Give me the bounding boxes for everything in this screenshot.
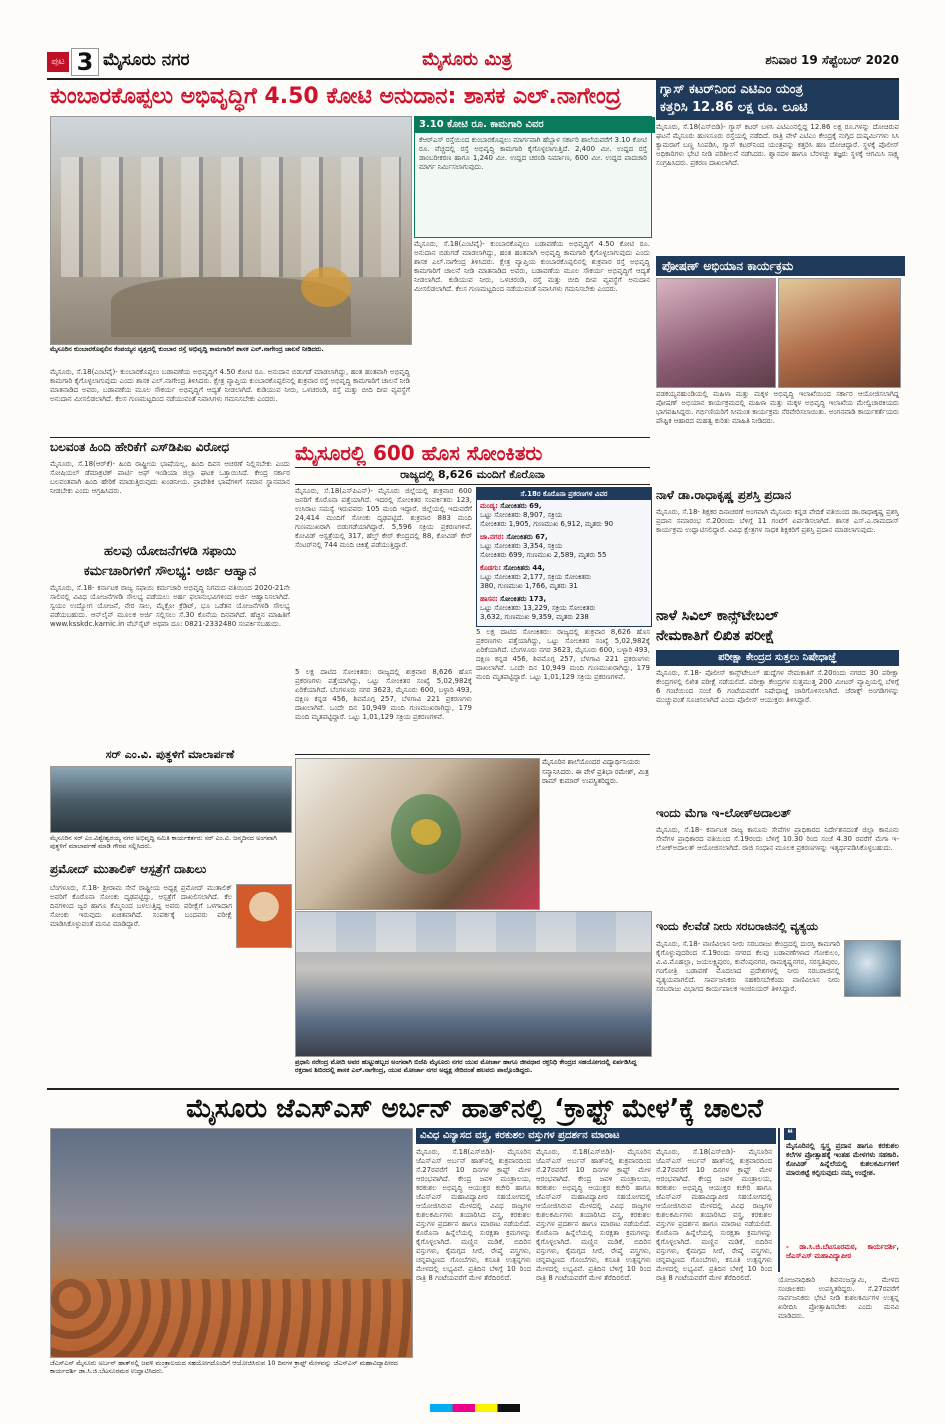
covid-line3: ಸೋಂಕಿತರು 1,905, ಗುಣಮುಖ 6,912, ಮೃತರು 90 [480,520,614,528]
jss-body-col2: ಮೈಸೂರು, ಸೆ.18(ಎಸ್‌ಬಿಡಿ)- ಮೈಸೂರಿನ ಜೆಎಸ್‌ಎಸ್ ಅರ್ಬನ್ ಹಾತ್‌ನಲ್ಲಿ ಶುಕ್ರವಾರದಿಂದ ಸೆ.27ರವರೆಗೆ 10 ದಿನಗಳ ಕ್ರಾಫ್ಟ್ ಮೇಳ ಆರಂಭವಾಗಿದೆ. ಕೇಂದ್ರ ಜವಳಿ ಮಂತ್ರಾಲಯ, ಕರಕುಶಲ ಅಭಿವೃದ್ಧಿ ಆಯುಕ್ತರ ಕಚೇರಿ ಹಾಗೂ ಜೆಎಸ್‌ಎಸ್ ಮಹಾವಿದ್ಯಾಪೀಠ ಸಹಯೋಗದಲ್ಲಿ ಆಯೋಜಿಸಿರುವ ಮೇಳದಲ್ಲಿ ವಿವಿಧ ರಾಜ್ಯಗಳ ಕುಶಲಕರ್ಮಿಗಳು ತಯಾರಿಸಿದ ವಸ್ತ್ರ, ಕರಕುಶಲ ವಸ್ತುಗಳ ಪ್ರದರ್ಶನ ಹಾಗೂ ಮಾರಾಟ ನಡೆಯಲಿದೆ. ಕೊರೊನಾ ಹಿನ್ನೆಲೆಯಲ್ಲಿ ಸುರಕ್ಷತಾ ಕ್ರಮಗಳನ್ನು ಕೈಗೊಳ್ಳಲಾಗಿದೆ. ಮಣ್ಣಿನ ಮಡಿಕೆ, ಬಿದಿರಿನ ವಸ್ತುಗಳು, ಕೈಮಗ್ಗದ ಸೀರೆ, ರೇಷ್ಮೆ ವಸ್ತ್ರಗಳು, ಚನ್ನಪಟ್ಟಣದ ಗೊಂಬೆಗಳು, ಕಸೂತಿ ಉತ್ಪನ್ನಗಳು ಮೇಳದಲ್ಲಿ ಲಭ್ಯವಿವೆ. ಪ್ರತಿದಿನ ಬೆಳಿಗ್ಗೆ 10 ರಿಂದ ರಾತ್ರಿ 8 ಗಂಟೆಯವರೆಗೆ ಮೇಳ ತೆರೆದಿರಲಿದೆ. [536,1148,651,1282]
page-number: 3 [71,48,99,76]
lokadalat-headline: ಇಂದು ಮೆಗಾ ಇ-ಲೋಕ್‌ಅದಾಲತ್ [656,806,792,820]
hindi-headline: ಬಲವಂತ ಹಿಂದಿ ಹೇರಿಕೆಗೆ ಎಸ್‌ಡಿಪಿಐ ವಿರೋಧ [50,440,230,454]
covid-district: ಹಾಸನ: [480,595,498,603]
mv-photo [50,766,292,833]
karmikaru-headline-1: ಹಲವು ಯೋಜನೆಗಳಡಿ ಸಫಾಯಿ [103,544,237,559]
covid-district: ಕೊಡಗು: [480,564,502,572]
poshan-headline: ಪೋಷಣ್ ಅಭಿಯಾನ ಕಾರ್ಯಕ್ರಮ [656,256,905,276]
atm-headline-line2: ಕತ್ತರಿಸಿ 12.86 ಲಕ್ಷ ರೂ. ಲೂಟಿ [660,100,808,115]
karmikaru-body: ಮೈಸೂರು, ಸೆ.18- ಕರ್ನಾಟಕ ರಾಜ್ಯ ಸಫಾಯಿ ಕರ್ಮಚಾರಿ ಅಭಿವೃದ್ಧಿ ನಿಗಮದ ವತಿಯಿಂದ 2020-21ನೇ ಸಾಲಿನಲ್ಲಿ ವಿವಿಧ ಯೋಜನೆಗಳಡಿ ಸೌಲಭ್ಯ ಪಡೆಯಲು ಅರ್ಹ ಫಲಾನುಭವಿಗಳಿಂದ ಅರ್ಜಿ ಆಹ್ವಾನಿಸಲಾಗಿದೆ. ಸ್ವಯಂ ಉದ್ಯೋಗ ಯೋಜನೆ, ನೇರ ಸಾಲ, ಮೈಕ್ರೋ ಕ್ರೆಡಿಟ್, ಭೂ ಒಡೆತನ ಯೋಜನೆಗಳಡಿ ಸೌಲಭ್ಯ ಪಡೆಯಬಹುದು. ಆನ್‌ಲೈನ್ ಮೂಲಕ ಅರ್ಜಿ ಸಲ್ಲಿಸಲು ಸೆ.30 ಕೊನೆಯ ದಿನವಾಗಿದೆ. ಹೆಚ್ಚಿನ ಮಾಹಿತಿಗೆ www.ksskdc.karnic.in ವೆಬ್‌ಸೈಟ್ ಅಥವಾ ದೂ: 0821-2332480 ಸಂಪರ್ಕಿಸಬಹುದು. [50,584,290,628]
blood-donation-photo [295,911,652,1057]
covid-line1: ಸೋಂಕಿತರು 67, [506,533,548,541]
lead-box-text: ಕೆಆರ್‌ಎಸ್ ರಸ್ತೆಯಿಂದ ಕುಂಬಾರಕೊಪ್ಪಲು ಮಾರ್ಗವಾಗಿ ಹೆಬ್ಬಾಳ ಸರ್ಕಾರಿ ಶಾಲೆಯವರೆಗೆ 3.10 ಕೋಟಿ ರೂ. ವೆಚ್ಚದಲ್ಲಿ ರಸ್ತೆ ಅಭಿವೃದ್ಧಿ ಕಾಮಗಾರಿ ಕೈಗೊಳ್ಳಲಾಗುತ್ತಿದೆ. 2,400 ಮೀ. ಉದ್ದದ ರಸ್ತೆ ಡಾಂಬರೀಕರಣ ಹಾಗೂ 1,240 ಮೀ. ಉದ್ದದ ಚರಂಡಿ ನಿರ್ಮಾಣ, 600 ಮೀ. ಉದ್ದದ ಪಾದಚಾರಿ ಮಾರ್ಗ ನಿರ್ಮಿಸಲಾಗುವುದು. [419,136,647,171]
jss-body-col3: ಮೈಸೂರು, ಸೆ.18(ಎಸ್‌ಬಿಡಿ)- ಮೈಸೂರಿನ ಜೆಎಸ್‌ಎಸ್ ಅರ್ಬನ್ ಹಾತ್‌ನಲ್ಲಿ ಶುಕ್ರವಾರದಿಂದ ಸೆ.27ರವರೆಗೆ 10 ದಿನಗಳ ಕ್ರಾಫ್ಟ್ ಮೇಳ ಆರಂಭವಾಗಿದೆ. ಕೇಂದ್ರ ಜವಳಿ ಮಂತ್ರಾಲಯ, ಕರಕುಶಲ ಅಭಿವೃದ್ಧಿ ಆಯುಕ್ತರ ಕಚೇರಿ ಹಾಗೂ ಜೆಎಸ್‌ಎಸ್ ಮಹಾವಿದ್ಯಾಪೀಠ ಸಹಯೋಗದಲ್ಲಿ ಆಯೋಜಿಸಿರುವ ಮೇಳದಲ್ಲಿ ವಿವಿಧ ರಾಜ್ಯಗಳ ಕುಶಲಕರ್ಮಿಗಳು ತಯಾರಿಸಿದ ವಸ್ತ್ರ, ಕರಕುಶಲ ವಸ್ತುಗಳ ಪ್ರದರ್ಶನ ಹಾಗೂ ಮಾರಾಟ ನಡೆಯಲಿದೆ. ಕೊರೊನಾ ಹಿನ್ನೆಲೆಯಲ್ಲಿ ಸುರಕ್ಷತಾ ಕ್ರಮಗಳನ್ನು ಕೈಗೊಳ್ಳಲಾಗಿದೆ. ಮಣ್ಣಿನ ಮಡಿಕೆ, ಬಿದಿರಿನ ವಸ್ತುಗಳು, ಕೈಮಗ್ಗದ ಸೀರೆ, ರೇಷ್ಮೆ ವಸ್ತ್ರಗಳು, ಚನ್ನಪಟ್ಟಣದ ಗೊಂಬೆಗಳು, ಕಸೂತಿ ಉತ್ಪನ್ನಗಳು ಮೇಳದಲ್ಲಿ ಲಭ್ಯವಿವೆ. ಪ್ರತಿದಿನ ಬೆಳಿಗ್ಗೆ 10 ರಿಂದ ರಾತ್ರಿ 8 ಗಂಟೆಯವರೆಗೆ ಮೇಳ ತೆರೆದಿರಲಿದೆ. [656,1148,772,1282]
jss-quote-box [778,1128,901,1272]
masthead [47,47,899,77]
atm-headline-line1: ಗ್ಯಾಸ್ ಕಟರ್‌ನಿಂದ ಎಟಿಎಂ ಯಂತ್ರ [660,82,803,97]
muthalik-body: ಬೆಂಗಳೂರು, ಸೆ.18- ಶ್ರೀರಾಮ ಸೇನೆ ರಾಷ್ಟ್ರೀಯ ಅಧ್ಯಕ್ಷ ಪ್ರಮೋದ್ ಮುತಾಲಿಕ್ ಅವರಿಗೆ ಕೊರೊನಾ ಸೋಂಕು ದೃಢಪಟ್ಟಿದ್ದು, ಆಸ್ಪತ್ರೆಗೆ ದಾಖಲಿಸಲಾಗಿದೆ. ಕೆಲ ದಿನಗಳಿಂದ ಜ್ವರ ಹಾಗೂ ಕೆಮ್ಮಿನಿಂದ ಬಳಲುತ್ತಿದ್ದ ಅವರು ಪರೀಕ್ಷೆಗೆ ಒಳಗಾದಾಗ ಸೋಂಕು ಇರುವುದು ಖಚಿತವಾಗಿದೆ. ಸಂಪರ್ಕಕ್ಕೆ ಬಂದವರು ಪರೀಕ್ಷೆ ಮಾಡಿಸಿಕೊಳ್ಳುವಂತೆ ಮನವಿ ಮಾಡಿದ್ದಾರೆ. [50,884,232,928]
jss-body-col1: ಮೈಸೂರು, ಸೆ.18(ಎಸ್‌ಬಿಡಿ)- ಮೈಸೂರಿನ ಜೆಎಸ್‌ಎಸ್ ಅರ್ಬನ್ ಹಾತ್‌ನಲ್ಲಿ ಶುಕ್ರವಾರದಿಂದ ಸೆ.27ರವರೆಗೆ 10 ದಿನಗಳ ಕ್ರಾಫ್ಟ್ ಮೇಳ ಆರಂಭವಾಗಿದೆ. ಕೇಂದ್ರ ಜವಳಿ ಮಂತ್ರಾಲಯ, ಕರಕುಶಲ ಅಭಿವೃದ್ಧಿ ಆಯುಕ್ತರ ಕಚೇರಿ ಹಾಗೂ ಜೆಎಸ್‌ಎಸ್ ಮಹಾವಿದ್ಯಾಪೀಠ ಸಹಯೋಗದಲ್ಲಿ ಆಯೋಜಿಸಿರುವ ಮೇಳದಲ್ಲಿ ವಿವಿಧ ರಾಜ್ಯಗಳ ಕುಶಲಕರ್ಮಿಗಳು ತಯಾರಿಸಿದ ವಸ್ತ್ರ, ಕರಕುಶಲ ವಸ್ತುಗಳ ಪ್ರದರ್ಶನ ಹಾಗೂ ಮಾರಾಟ ನಡೆಯಲಿದೆ. ಕೊರೊನಾ ಹಿನ್ನೆಲೆಯಲ್ಲಿ ಸುರಕ್ಷತಾ ಕ್ರಮಗಳನ್ನು ಕೈಗೊಳ್ಳಲಾಗಿದೆ. ಮಣ್ಣಿನ ಮಡಿಕೆ, ಬಿದಿರಿನ ವಸ್ತುಗಳು, ಕೈಮಗ್ಗದ ಸೀರೆ, ರೇಷ್ಮೆ ವಸ್ತ್ರಗಳು, ಚನ್ನಪಟ್ಟಣದ ಗೊಂಬೆಗಳು, ಕಸೂತಿ ಉತ್ಪನ್ನಗಳು ಮೇಳದಲ್ಲಿ ಲಭ್ಯವಿವೆ. ಪ್ರತಿದಿನ ಬೆಳಿಗ್ಗೆ 10 ರಿಂದ ರಾತ್ರಿ 8 ಗಂಟೆಯವರೆಗೆ ಮೇಳ ತೆರೆದಿರಲಿದೆ. [416,1148,531,1282]
lead-body-b: ಮೈಸೂರು, ಸೆ.18(ಎಂಟಿವೈ)- ಕುಂಬಾರಕೊಪ್ಪಲು ಬಡಾವಣೆಯ ಅಭಿವೃದ್ಧಿಗೆ 4.50 ಕೋಟಿ ರೂ. ಅನುದಾನ ಬಿಡುಗಡೆ ಮಾಡಲಾಗಿದ್ದು, ಹಂತ ಹಂತವಾಗಿ ಅಭಿವೃದ್ಧಿ ಕಾಮಗಾರಿ ಕೈಗೊಳ್ಳಲಾಗುವುದು ಎಂದು ಶಾಸಕ ಎಲ್.ನಾಗೇಂದ್ರ ತಿಳಿಸಿದರು. ಕ್ಷೇತ್ರ ವ್ಯಾಪ್ತಿಯ ಕುಂಬಾರಕೊಪ್ಪಲಿನಲ್ಲಿ ಶುಕ್ರವಾರ ರಸ್ತೆ ಅಭಿವೃದ್ಧಿ ಕಾಮಗಾರಿಗೆ ಚಾಲನೆ ನೀಡಿ ಮಾತನಾಡಿದ ಅವರು, ಬಡಾವಣೆಯ ಮೂಲ ಸೌಕರ್ಯ ಅಭಿವೃದ್ಧಿಗೆ ಆದ್ಯತೆ ನೀಡಲಾಗಿದೆ. ಕುಡಿಯುವ ನೀರು, ಒಳಚರಂಡಿ, ರಸ್ತೆ ಮತ್ತು ಬೀದಿ ದೀಪ ವ್ಯವಸ್ಥೆಗೆ ಅನುದಾನ ಮೀಸಲಿಡಲಾಗಿದೆ. ಕೆಲಸ ಗುಣಮಟ್ಟದಿಂದ ನಡೆಯುವಂತೆ ನಿವಾಸಿಗಳು ಗಮನಿಸಬೇಕು ಎಂದರು. [50,368,410,403]
water-body: ಮೈಸೂರು, ಸೆ.18- ವಾಣಿವಿಲಾಸ ನೀರು ಸರಬರಾಜು ಕೇಂದ್ರದಲ್ಲಿ ದುರಸ್ತಿ ಕಾಮಗಾರಿ ಕೈಗೊಳ್ಳುವುದರಿಂದ ಸೆ.19ರಂದು ನಗರದ ಕೆಲವು ಬಡಾವಣೆಗಳಾದ ಗೋಕುಲಂ, ವಿ.ವಿ.ಮೊಹಲ್ಲಾ, ಜಯಲಕ್ಷ್ಮಿಪುರಂ, ಕುವೆಂಪುನಗರ, ರಾಮಕೃಷ್ಣನಗರ, ಸರಸ್ವತಿಪುರಂ, ಗಂಗೋತ್ರಿ ಬಡಾವಣೆ ಮೊದಲಾದ ಪ್ರದೇಶಗಳಲ್ಲಿ ನೀರು ಸರಬರಾಜಿನಲ್ಲಿ ವ್ಯತ್ಯಯವಾಗಲಿದೆ. ಸಾರ್ವಜನಿಕರು ಸಹಕರಿಸಬೇಕೆಂದು ವಾಣಿವಿಲಾಸ ನೀರು ಸರಬರಾಜು ವಿಭಾಗದ ಕಾರ್ಯಪಾಲಕ ಇಂಜಿನಿಯರ್ ತಿಳಿಸಿದ್ದಾರೆ. [656,940,840,993]
divider-mid [50,437,650,438]
jss-quote-text: ಮೈಸೂರಿನಲ್ಲಿ ಸ್ವಸ್ತ್ರ ಪ್ರದಾನ ಹಾಗೂ ಕರಕುಶಲ ಕಲೆಗಳ ಪ್ರೋತ್ಸಾಹಕ್ಕೆ ಇಂತಹ ಮೇಳಗಳು ಸಹಕಾರಿ. ಕೋವಿಡ್ ಹಿನ್ನೆಲೆಯಲ್ಲಿ ಕುಶಲಕರ್ಮಿಗಳಿಗೆ ಮಾರುಕಟ್ಟೆ ಕಲ್ಪಿಸುವುದು ನಮ್ಮ ಉದ್ದೇಶ. [786,1142,899,1177]
covid-district: ಮಂಡ್ಯ: [480,502,498,510]
award-body: ಮೈಸೂರು, ಸೆ.18- ಶಿಕ್ಷಕರ ದಿನಾಚರಣೆ ಅಂಗವಾಗಿ ಮೈಸೂರು ಕನ್ನಡ ವೇದಿಕೆ ವತಿಯಿಂದ ಡಾ.ರಾಧಾಕೃಷ್ಣ ಪ್ರಶಸ್ತಿ ಪ್ರದಾನ ಸಮಾರಂಭ ಸೆ.20ರಂದು ಬೆಳಿಗ್ಗೆ 11 ಗಂಟೆಗೆ ಏರ್ಪಡಿಸಲಾಗಿದೆ. ಶಾಸಕ ಎಸ್.ಎ.ರಾಮದಾಸ್ ಕಾರ್ಯಕ್ರಮ ಉದ್ಘಾಟಿಸಲಿದ್ದಾರೆ. ವಿವಿಧ ಕ್ಷೇತ್ರಗಳ ಸಾಧಕ ಶಿಕ್ಷಕರಿಗೆ ಪ್ರಶಸ್ತಿ ಪ್ರದಾನ ಮಾಡಲಾಗುವುದು. [656,508,899,534]
covid-body-3: 5 ಲಕ್ಷ ದಾಟಿದ ಸೋಂಕಿತರು: ರಾಜ್ಯದಲ್ಲಿ ಶುಕ್ರವಾರ 8,626 ಹೊಸ ಪ್ರಕರಣಗಳು ಪತ್ತೆಯಾಗಿದ್ದು, ಒಟ್ಟು ಸೋಂಕಿತರ ಸಂಖ್ಯೆ 5,02,982ಕ್ಕೆ ಏರಿಕೆಯಾಗಿದೆ. ಬೆಂಗಳೂರು ನಗರ 3623, ಮೈಸೂರು 600, ಬಳ್ಳಾರಿ 493, ದಕ್ಷಿಣ ಕನ್ನಡ 456, ಶಿವಮೊಗ್ಗ 257, ಬೆಳಗಾವಿ 221 ಪ್ರಕರಣಗಳು ದಾಖಲಾಗಿವೆ. ಒಂದೇ ದಿನ 10,949 ಮಂದಿ ಗುಣಮುಖರಾಗಿದ್ದು, 179 ಮಂದಿ ಮೃತಪಟ್ಟಿದ್ದಾರೆ. ಒಟ್ಟು 1,01,129 ಸಕ್ರಿಯ ಪ್ರಕರಣಗಳಿವೆ. [295,668,472,721]
covid-line1: ಸೋಂಕಿತರು 173, [499,595,547,603]
poshan-body: ವಡಕಯ್ಯನಹುಂಡಿಯಲ್ಲಿ ಮಹಿಳಾ ಮತ್ತು ಮಕ್ಕಳ ಅಭಿವೃದ್ಧಿ ಇಲಾಖೆಯಿಂದ ಸರ್ಕಾರ ಆಯೋಜಿಸಲಾಗಿದ್ದ ಪೋಷಣ್ ಅಭಿಯಾನ ಕಾರ್ಯಕ್ರಮದಲ್ಲಿ ಮಹಿಳಾ ಮತ್ತು ಮಕ್ಕಳ ಅಭಿವೃದ್ಧಿ ಇಲಾಖೆಯ ಮೇಲ್ವಿಚಾರಕಿಯರು ಭಾಗವಹಿಸಿದ್ದರು. ಗರ್ಭಿಣಿಯರಿಗೆ ಸೀಮಂತ ಕಾರ್ಯಕ್ರಮ ನೆರವೇರಿಸಲಾಯಿತು. ಅಂಗನವಾಡಿ ಕಾರ್ಯಕರ್ತೆಯರು ಪೌಷ್ಟಿಕ ಆಹಾರದ ಮಹತ್ವ ಕುರಿತು ಮಾಹಿತಿ ನೀಡಿದರು. [656,390,899,425]
lead-photo [50,116,412,345]
covid-line1: ಸೋಂಕಿತರು 69, [500,502,542,510]
covid-table [476,487,652,627]
covid-table-row [480,595,648,625]
divider-covid [295,754,650,755]
covid-body-2: 5 ಲಕ್ಷ ದಾಟಿದ ಸೋಂಕಿತರು: ರಾಜ್ಯದಲ್ಲಿ ಶುಕ್ರವಾರ 8,626 ಹೊಸ ಪ್ರಕರಣಗಳು ಪತ್ತೆಯಾಗಿದ್ದು, ಒಟ್ಟು ಸೋಂಕಿತರ ಸಂಖ್ಯೆ 5,02,982ಕ್ಕೆ ಏರಿಕೆಯಾಗಿದೆ. ಬೆಂಗಳೂರು ನಗರ 3623, ಮೈಸೂರು 600, ಬಳ್ಳಾರಿ 493, ದಕ್ಷಿಣ ಕನ್ನಡ 456, ಶಿವಮೊಗ್ಗ 257, ಬೆಳಗಾವಿ 221 ಪ್ರಕರಣಗಳು ದಾಖಲಾಗಿವೆ. ಒಂದೇ ದಿನ 10,949 ಮಂದಿ ಗುಣಮುಖರಾಗಿದ್ದು, 179 ಮಂದಿ ಮೃತಪಟ್ಟಿದ್ದಾರೆ. ಒಟ್ಟು 1,01,129 ಸಕ್ರಿಯ ಪ್ರಕರಣಗಳಿವೆ. [476,628,650,681]
lead-photo-caption: ಮೈಸೂರಿನ ಕುಂಬಾರಕೊಪ್ಪಲಿನ ಕೆಂಪಯ್ಯನ ವೃತ್ತದಲ್ಲಿ ಕುಂಬಾರ ರಸ್ತೆ ಅಭಿವೃದ್ಧಿ ಕಾಮಗಾರಿಗೆ ಶಾಸಕ ಎಲ್.ನಾಗೇಂದ್ರ ಚಾಲನೆ ನೀಡಿದರು. [50,345,324,353]
issue-date: ಶನಿವಾರ 19 ಸೆಪ್ಟೆಂಬರ್ 2020 [765,53,899,67]
covid-line3: 3,632, ಗುಣಮುಖ 9,359, ಮೃತರು 238 [480,613,589,621]
atm-body: ಮೈಸೂರು, ಸೆ.18(ಎಸ್‌ಬಿಡಿ)- ಗ್ಯಾಸ್ ಕಟರ್ ಬಳಸಿ ಎಟಿಎಂನಲ್ಲಿದ್ದ 12.86 ಲಕ್ಷ ರೂ.ಗಳನ್ನು ದೋಚಿರುವ ಘಟನೆ ಮೈಸೂರು ಹುಣಸೂರು ರಸ್ತೆಯಲ್ಲಿ ನಡೆದಿದೆ. ರಾತ್ರಿ ವೇಳೆ ಎಟಿಎಂ ಕೇಂದ್ರಕ್ಕೆ ನುಗ್ಗಿದ ದುಷ್ಕರ್ಮಿಗಳು ಸಿಸಿ ಕ್ಯಾಮರಾಗೆ ಬಣ್ಣ ಸಿಂಪಡಿಸಿ, ಗ್ಯಾಸ್ ಕಟರ್‌ನಿಂದ ಯಂತ್ರವನ್ನು ಕತ್ತರಿಸಿ ಹಣ ದೋಚಿದ್ದಾರೆ. ಸ್ಥಳಕ್ಕೆ ಪೊಲೀಸ್ ಅಧಿಕಾರಿಗಳು ಭೇಟಿ ನೀಡಿ ಪರಿಶೀಲನೆ ನಡೆಸಿದರು. ಶ್ವಾನದಳ ಹಾಗೂ ಬೆರಳಚ್ಚು ತಜ್ಞರು ಸ್ಥಳಕ್ಕೆ ಆಗಮಿಸಿ ಸಾಕ್ಷ್ಯ ಸಂಗ್ರಹಿಸಿದರು. ಪ್ರಕರಣ ದಾಖಲಾಗಿದೆ. [656,123,899,167]
lokadalat-body: ಮೈಸೂರು, ಸೆ.18- ಕರ್ನಾಟಕ ರಾಜ್ಯ ಕಾನೂನು ಸೇವೆಗಳ ಪ್ರಾಧಿಕಾರದ ನಿರ್ದೇಶನದಂತೆ ಜಿಲ್ಲಾ ಕಾನೂನು ಸೇವೆಗಳ ಪ್ರಾಧಿಕಾರದ ವತಿಯಿಂದ ಸೆ.19ರಂದು ಬೆಳಿಗ್ಗೆ 10.30 ರಿಂದ ಸಂಜೆ 4.30 ರವರೆಗೆ ಮೆಗಾ ಇ-ಲೋಕ್‌ಅದಾಲತ್ ಆಯೋಜಿಸಲಾಗಿದೆ. ರಾಜಿ ಸಂಧಾನ ಮೂಲಕ ಪ್ರಕರಣಗಳನ್ನು ಇತ್ಯರ್ಥಪಡಿಸಿಕೊಳ್ಳಬಹುದು. [656,826,899,852]
covid-district: ಚಾ.ನಗರ: [480,533,505,541]
hindi-body: ಮೈಸೂರು, ಸೆ.18(ಆರ್‌ಕೆ)- ಹಿಂದಿ ರಾಷ್ಟ್ರೀಯ ಭಾಷೆಯಲ್ಲ, ಹಿಂದಿ ದಿವಸ ಆಚರಣೆ ನಿಲ್ಲಿಸಬೇಕು ಎಂದು ಸೋಷಿಯಲ್ ಡೆಮಾಕ್ರಟಿಕ್ ಪಾರ್ಟಿ ಆಫ್ ಇಂಡಿಯಾ ಜಿಲ್ಲಾ ಘಟಕ ಒತ್ತಾಯಿಸಿದೆ. ಕೇಂದ್ರ ಸರ್ಕಾರ ಬಲವಂತವಾಗಿ ಹಿಂದಿ ಹೇರಿಕೆ ಮಾಡುತ್ತಿರುವುದು ಖಂಡನೀಯ. ಪ್ರಾದೇಶಿಕ ಭಾಷೆಗಳಿಗೆ ಸಮಾನ ಸ್ಥಾನಮಾನ ನೀಡಬೇಕು ಎಂದು ಆಗ್ರಹಿಸಿದರು. [50,460,290,495]
covid-line3: ಸೋಂಕಿತರು 699, ಗುಣಮುಖ 2,589, ಮೃತರು 55 [480,551,607,559]
print-colour-bar [430,1404,520,1412]
covid-line2: ಒಟ್ಟು ಸೋಂಕಿತರು 3,354, ಸಕ್ರಿಯ [480,542,563,550]
atm-headline-box [656,80,899,120]
lead-box [414,116,652,238]
covid-table-row [480,502,648,532]
covid-body: ಮೈಸೂರು, ಸೆ.18(ಎಸ್‌ಪಿಎನ್)- ಮೈಸೂರು ಜಿಲ್ಲೆಯಲ್ಲಿ ಶುಕ್ರವಾರ 600 ಜನರಿಗೆ ಕೊರೊನಾ ಪತ್ತೆಯಾಗಿದೆ. ಇದರಲ್ಲಿ ಸೋಂಕಿತರ ಸಂಪರ್ಕಿತರು 123, ಉಸಿರಾಟ ಸಮಸ್ಯೆ ಇರುವವರು 105 ಮಂದಿ ಇದ್ದಾರೆ. ಜಿಲ್ಲೆಯಲ್ಲಿ ಇದುವರೆಗೆ 24,414 ಮಂದಿಗೆ ಸೋಂಕು ದೃಢಪಟ್ಟಿದೆ. ಶುಕ್ರವಾರ 883 ಮಂದಿ ಗುಣಮುಖರಾಗಿ ಬಿಡುಗಡೆಯಾಗಿದ್ದಾರೆ. 5,596 ಸಕ್ರಿಯ ಪ್ರಕರಣಗಳಿವೆ. ಕೋವಿಡ್ ಆಸ್ಪತ್ರೆಯಲ್ಲಿ 317, ಹೆಲ್ತ್ ಕೇರ್ ಕೇಂದ್ರದಲ್ಲಿ 88, ಕೋವಿಡ್ ಕೇರ್ ಸೆಂಟರ್‌ನಲ್ಲಿ 744 ಮಂದಿ ಚಿಕಿತ್ಸೆ ಪಡೆಯುತ್ತಿದ್ದಾರೆ. [295,487,472,549]
covid-table-row [480,564,648,594]
muthalik-headline: ಪ್ರಮೋದ್ ಮುತಾಲಿಕ್ ಆಸ್ಪತ್ರೆಗೆ ದಾಖಲು [50,862,207,876]
covid-line2: ಒಟ್ಟು ಸೋಂಕಿತರು 2,177, ಸಕ್ರಿಯ ಸೋಂಕಿತರು [480,573,591,581]
mv-caption: ಮೈಸೂರಿನ ಸರ್ ಎಂ.ವಿಶ್ವೇಶ್ವರಯ್ಯ ನಗರ ಅಭಿವೃದ್ಧಿ ಸಮಿತಿ ಕಾರ್ಯಕರ್ತರು ಸರ್ ಎಂ.ವಿ. ಜನ್ಮದಿನದ ಅಂಗವಾಗಿ ಪುತ್ಥಳಿಗೆ ಮಾಲಾರ್ಪಣೆ ಮಾಡಿ ಗೌರವ ಸಲ್ಲಿಸಿದರು. [50,834,277,850]
award-headline: ನಾಳೆ ಡಾ.ರಾಧಾಕೃಷ್ಣ ಪ್ರಶಸ್ತಿ ಪ್ರದಾನ [656,488,792,502]
muthalik-photo [236,884,292,948]
jss-caption: ಜೆಎಸ್‌ಎಸ್ ಮೈಸೂರು ಅರ್ಬನ್ ಹಾತ್‌ನಲ್ಲಿ ಜವಳಿ ಮಂತ್ರಾಲಯದ ಸಹಯೋಗದೊಂದಿಗೆ ಆಯೋಜಿಸಿರುವ 10 ದಿನಗಳ ಕ್ರಾಫ್ಟ್ ಮೇಳವನ್ನು ಜೆಎಸ್‌ಎಸ್ ಮಹಾವಿದ್ಯಾಪೀಠದ ಕಾರ್ಯದರ್ಶಿ ಡಾ.ಸಿ.ಜಿ.ಬೆಟಸೂರಮಠ ಉದ್ಘಾಟಿಸಿದರು. [50,1359,398,1375]
covid-line2: ಒಟ್ಟು ಸೋಂಕಿತರು 8,907, ಸಕ್ರಿಯ [480,511,563,519]
covid-table-row [480,533,648,563]
lead-box-title: 3.10 ಕೋಟಿ ರೂ. ಕಾಮಗಾರಿ ವಿವರ [415,117,655,133]
lead-body-a: ಮೈಸೂರು, ಸೆ.18(ಎಂಟಿವೈ)- ಕುಂಬಾರಕೊಪ್ಪಲು ಬಡಾವಣೆಯ ಅಭಿವೃದ್ಧಿಗೆ 4.50 ಕೋಟಿ ರೂ. ಅನುದಾನ ಬಿಡುಗಡೆ ಮಾಡಲಾಗಿದ್ದು, ಹಂತ ಹಂತವಾಗಿ ಅಭಿವೃದ್ಧಿ ಕಾಮಗಾರಿ ಕೈಗೊಳ್ಳಲಾಗುವುದು ಎಂದು ಶಾಸಕ ಎಲ್.ನಾಗೇಂದ್ರ ತಿಳಿಸಿದರು. ಕ್ಷೇತ್ರ ವ್ಯಾಪ್ತಿಯ ಕುಂಬಾರಕೊಪ್ಪಲಿನಲ್ಲಿ ಶುಕ್ರವಾರ ರಸ್ತೆ ಅಭಿವೃದ್ಧಿ ಕಾಮಗಾರಿಗೆ ಚಾಲನೆ ನೀಡಿ ಮಾತನಾಡಿದ ಅವರು, ಬಡಾವಣೆಯ ಮೂಲ ಸೌಕರ್ಯ ಅಭಿವೃದ್ಧಿಗೆ ಆದ್ಯತೆ ನೀಡಲಾಗಿದೆ. ಕುಡಿಯುವ ನೀರು, ಒಳಚರಂಡಿ, ರಸ್ತೆ ಮತ್ತು ಬೀದಿ ದೀಪ ವ್ಯವಸ್ಥೆಗೆ ಅನುದಾನ ಮೀಸಲಿಡಲಾಗಿದೆ. ಕೆಲಸ ಗುಣಮಟ್ಟದಿಂದ ನಡೆಯುವಂತೆ ನಿವಾಸಿಗಳು ಗಮನಿಸಬೇಕು ಎಂದರು. [414,240,650,293]
felicitation-photo [295,758,540,910]
blood-donation-caption: ಪ್ರಧಾನಿ ನರೇಂದ್ರ ಮೋದಿ ಅವರ ಹುಟ್ಟುಹಬ್ಬದ ಅಂಗವಾಗಿ ಬಿಜೆಪಿ ಮೈಸೂರು ನಗರ ಯುವ ಮೋರ್ಚಾ ಹಾಗೂ ಜೀವಧಾರ ರಕ್ತನಿಧಿ ಕೇಂದ್ರದ ಸಹಯೋಗದಲ್ಲಿ ಏರ್ಪಡಿಸಿದ್ದ ರಕ್ತದಾನ ಶಿಬಿರದಲ್ಲಿ ಶಾಸಕ ಎಲ್.ನಾಗೇಂದ್ರ, ಯುವ ಮೋರ್ಚಾ ನಗರ ಅಧ್ಯಕ್ಷ ಸೇರಿದಂತೆ ಹಲವರು ಪಾಲ್ಗೊಂಡಿದ್ದರು. [295,1058,637,1074]
mv-headline: ಸರ್ ಎಂ.ವಿ. ಪುತ್ಥಳಿಗೆ ಮಾಲಾರ್ಪಣೆ [105,748,235,761]
divider-bottom [47,1088,899,1090]
police-subhead: ಪರೀಕ್ಷಾ ಕೇಂದ್ರದ ಸುತ್ತಲು ನಿಷೇಧಾಜ್ಞೆ [656,650,899,666]
covid-line3: 380, ಗುಣಮುಖ 1,766, ಮೃತರು 31 [480,582,578,590]
covid-table-title: ಸೆ.18ರ ಕೊರೊನಾ ಪ್ರಕರಣಗಳ ವಿವರ [477,488,651,500]
jss-photo [50,1128,413,1358]
jss-body-tail: ಯೋಜನಾಧಿಕಾರಿ ಶಿವನಂಜಸ್ವಾಮಿ, ಮೇಳದ ಸಂಚಾಲಕರು ಉಪಸ್ಥಿತರಿದ್ದರು. ಸೆ.27ರವರೆಗೆ ಸಾರ್ವಜನಿಕರು ಭೇಟಿ ನೀಡಿ ಕುಶಲಕರ್ಮಿಗಳ ಉತ್ಪನ್ನ ಖರೀದಿಸಿ ಪ್ರೋತ್ಸಾಹಿಸಬೇಕು ಎಂದು ಮನವಿ ಮಾಡಿದರು. [778,1276,899,1320]
covid-headline: ಮೈಸೂರಲ್ಲಿ 600 ಹೊಸ ಸೋಂಕಿತರು [295,441,543,465]
lead-headline: ಕುಂಬಾರಕೊಪ್ಪಲು ಅಭಿವೃದ್ಧಿಗೆ 4.50 ಕೋಟಿ ಅನುದಾನ: ಶಾಸಕ ಎಲ್.ನಾಗೇಂದ್ರ [50,84,621,109]
page-label: ಪುಟ [47,52,69,72]
covid-subhead: ರಾಜ್ಯದಲ್ಲಿ 8,626 ಮಂದಿಗೆ ಕೊರೊನಾ [295,467,650,485]
police-headline-2: ನೇಮಕಾತಿಗೆ ಲಿಖಿತ ಪರೀಕ್ಷೆ [656,628,775,644]
paper-name: ಮೈಸೂರು ಮಿತ್ರ [422,49,512,70]
quote-icon: ❝ [784,1128,796,1140]
jss-subhead: ವಿವಿಧ ವಿನ್ಯಾಸದ ವಸ್ತ್ರ, ಕರಕುಶಲ ವಸ್ತುಗಳ ಪ್ರದರ್ಶನ ಮಾರಾಟ [416,1128,776,1144]
water-tap-photo [844,940,901,997]
police-headline-1: ನಾಳೆ ಸಿವಿಲ್ ಕಾನ್ಸ್‌ಟೇಬಲ್ [656,608,779,624]
covid-line2: ಒಟ್ಟು ಸೋಂಕಿತರು 13,229, ಸಕ್ರಿಯ ಸೋಂಕಿತರು [480,604,596,612]
covid-line1: ಸೋಂಕಿತರು 44, [503,564,545,572]
jss-headline: ಮೈಸೂರು ಜೆಎಸ್‌ಎಸ್ ಅರ್ಬನ್ ಹಾತ್‌ನಲ್ಲಿ ‘ಕ್ರಾಫ್ಟ್ ಮೇಳ’ಕ್ಕೆ ಚಾಲನೆ [186,1094,763,1124]
karmikaru-headline-2: ಕರ್ಮಚಾರಿಗಳಿಗೆ ಸೌಲಭ್ಯ: ಅರ್ಜಿ ಆಹ್ವಾನ [83,564,257,579]
jss-quote-author: - ಡಾ.ಸಿ.ಜಿ.ಬೆಟಸೂರಮಠ, ಕಾರ್ಯದರ್ಶಿ, ಜೆಎಸ್‌ಎಸ್ ಮಹಾವಿದ್ಯಾಪೀಠ [786,1243,899,1260]
poshan-photo-1 [656,278,776,388]
section-title: ಮೈಸೂರು ನಗರ [103,50,190,70]
water-headline: ಇಂದು ಕೆಲವೆಡೆ ನೀರು ಸರಬರಾಜಿನಲ್ಲಿ ವ್ಯತ್ಯಯ [656,920,819,933]
police-body: ಮೈಸೂರು, ಸೆ.18- ಪೊಲೀಸ್ ಕಾನ್ಸ್‌ಟೇಬಲ್ ಹುದ್ದೆಗಳ ನೇಮಕಾತಿಗೆ ಸೆ.20ರಂದು ನಗರದ 30 ಪರೀಕ್ಷಾ ಕೇಂದ್ರಗಳಲ್ಲಿ ಲಿಖಿತ ಪರೀಕ್ಷೆ ನಡೆಯಲಿದೆ. ಪರೀಕ್ಷಾ ಕೇಂದ್ರಗಳ ಸುತ್ತಮುತ್ತ 200 ಮೀಟರ್ ವ್ಯಾಪ್ತಿಯಲ್ಲಿ ಬೆಳಿಗ್ಗೆ 6 ಗಂಟೆಯಿಂದ ಸಂಜೆ 6 ಗಂಟೆಯವರೆಗೆ ನಿಷೇಧಾಜ್ಞೆ ಜಾರಿಗೊಳಿಸಲಾಗಿದೆ. ಜೆರಾಕ್ಸ್ ಅಂಗಡಿಗಳನ್ನು ಮುಚ್ಚುವಂತೆ ಸೂಚಿಸಲಾಗಿದೆ ಎಂದು ಪೊಲೀಸ್ ಆಯುಕ್ತರು ತಿಳಿಸಿದ್ದಾರೆ. [656,669,899,704]
felicitation-caption: ಮೈಸೂರಿನ ಶಾಲೆಯೊಂದರ ವಿದ್ಯಾರ್ಥಿನಿಯರು ಸನ್ಮಾನಿಸಿದರು. ಈ ವೇಳೆ ಪ್ರತಿಭಾ ರಮೇಶ್, ಮಿತ್ರ ರಾಮ್ ಕುಮಾರ್ ಉಪಸ್ಥಿತರಿದ್ದರು. [542,758,649,785]
poshan-photo-2 [778,278,901,388]
